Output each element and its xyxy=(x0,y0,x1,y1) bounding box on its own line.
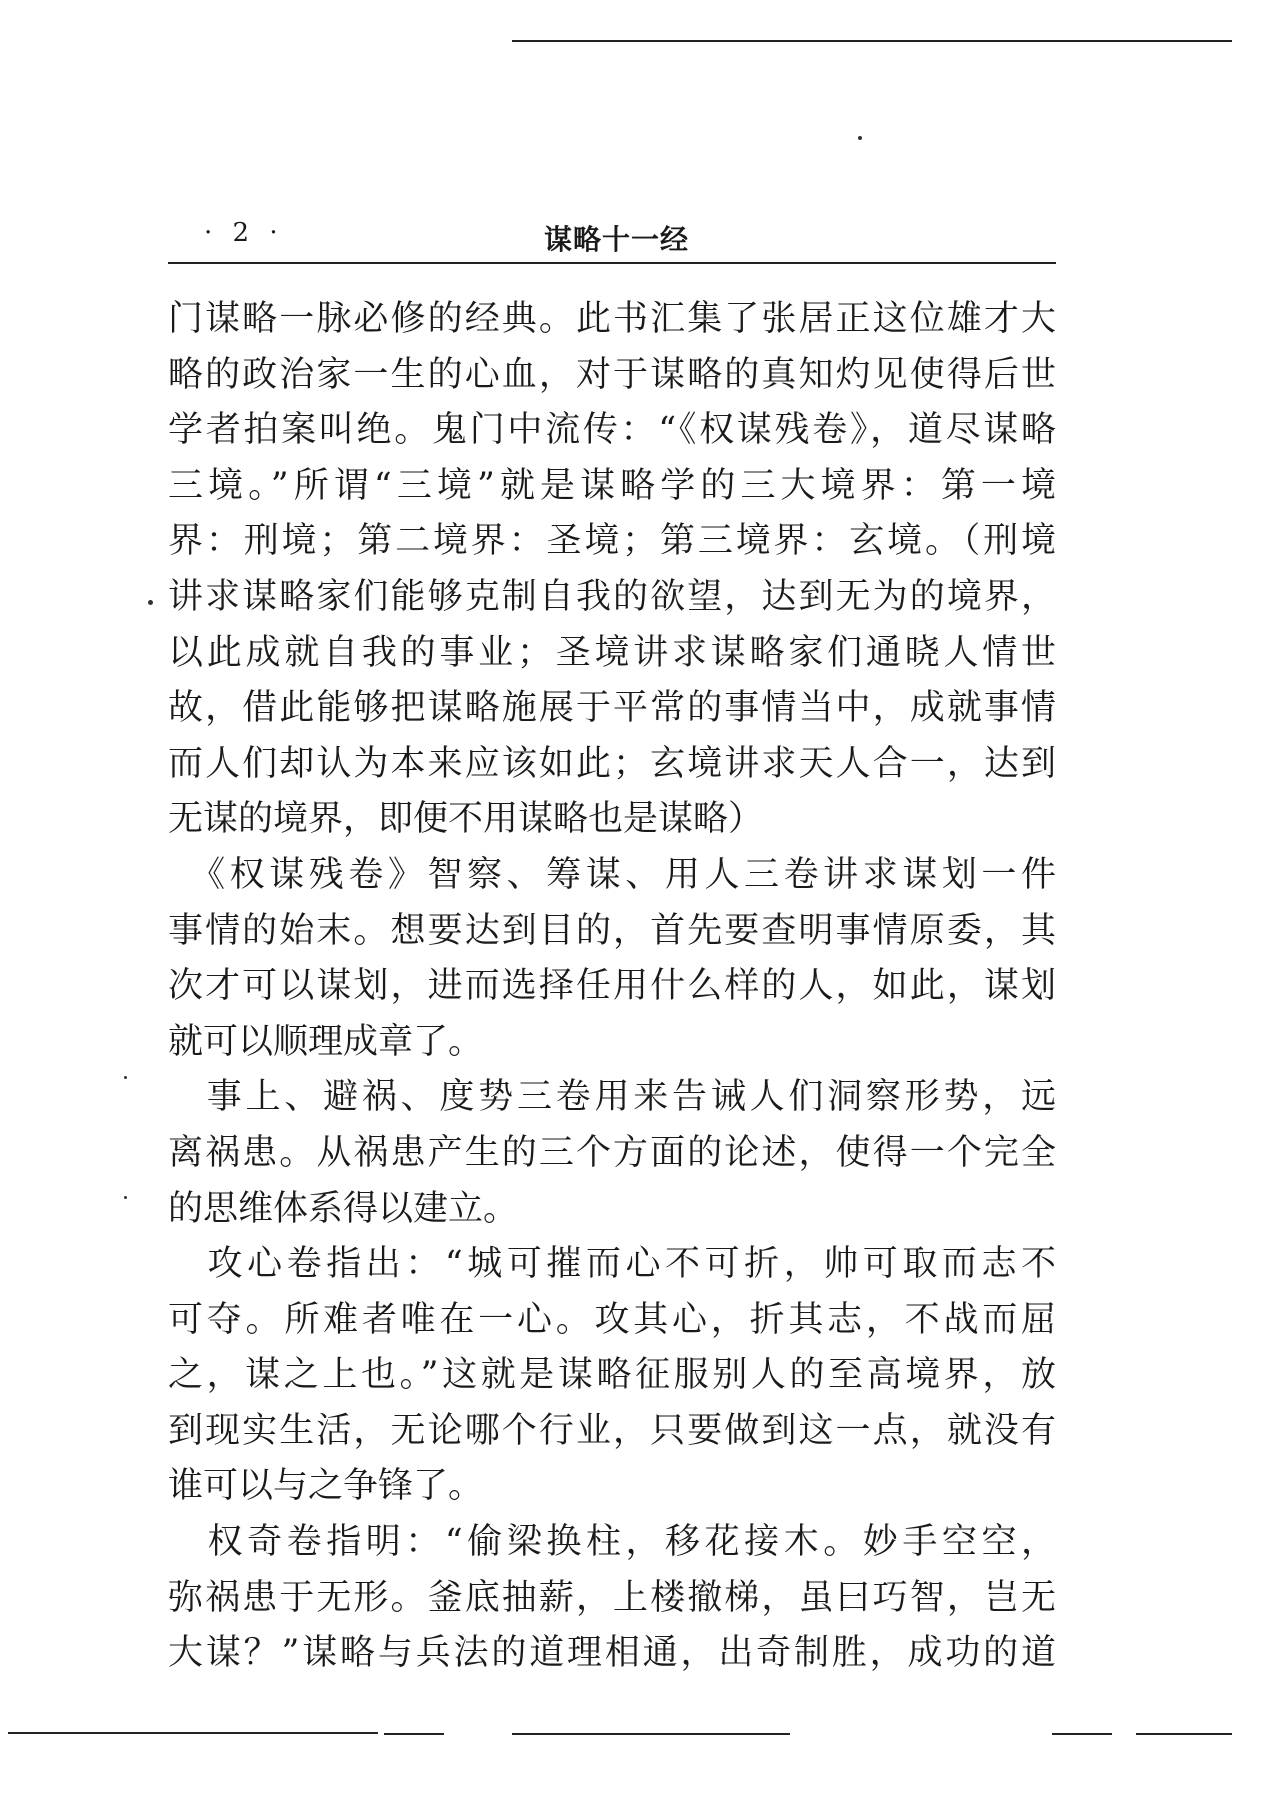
text-line: 无谋的境界，即便不用谋略也是谋略） xyxy=(168,799,764,840)
text-line: 学者拍案叫绝。鬼门中流传：“《权谋残卷》，道尽谋略 xyxy=(168,410,1056,451)
text-line: 事上、避祸、度势三卷用来告诫人们洞察形势，远 xyxy=(168,1077,1056,1118)
text-line: 谁可以与之争锋了。 xyxy=(168,1466,484,1507)
text-line: 权奇卷指明：“偷梁换柱，移花接木。妙手空空， xyxy=(168,1522,1056,1563)
text-line: 门谋略一脉必修的经典。此书汇集了张居正这位雄才大 xyxy=(168,299,1056,339)
text-line: 攻心卷指出：“城可摧而心不可折，帅可取而志不 xyxy=(168,1244,1056,1285)
text-line: 到现实生活，无论哪个行业，只要做到这一点，就没有 xyxy=(168,1410,1056,1451)
scan-bottom-rule xyxy=(384,1733,444,1735)
text-line: 界：刑境；第二境界：圣境；第三境界：玄境。（刑境 xyxy=(168,521,1056,562)
scan-top-rule xyxy=(512,40,1232,42)
scan-bottom-rule xyxy=(512,1733,790,1735)
text-line: 事情的始末。想要达到目的，首先要查明事情原委，其 xyxy=(168,910,1056,951)
text-line: 三境。”所谓“三境”就是谋略学的三大境界：第一境 xyxy=(168,465,1056,506)
text-line: 讲求谋略家们能够克制自我的欲望，达到无为的境界， xyxy=(168,576,1056,617)
scan-speck xyxy=(148,600,153,605)
page-header xyxy=(168,214,1056,264)
text-line: 略的政治家一生的心血，对于谋略的真知灼见使得后世 xyxy=(168,354,1056,395)
text-line: 可夺。所难者唯在一心。攻其心，折其志，不战而屈 xyxy=(168,1299,1056,1340)
scan-bottom-rule xyxy=(8,1732,378,1734)
text-line: 大谋？”谋略与兵法的道理相通，出奇制胜，成功的道 xyxy=(168,1633,1056,1674)
text-line: 《权谋残卷》智察、筹谋、用人三卷讲求谋划一件 xyxy=(168,854,1056,895)
text-line: 弥祸患于无形。釜底抽薪，上楼撤梯，虽曰巧智，岂无 xyxy=(168,1577,1056,1618)
header-rule xyxy=(168,262,1056,264)
body-text xyxy=(168,292,1056,1682)
text-line: 离祸患。从祸患产生的三个方面的论述，使得一个完全 xyxy=(168,1132,1056,1173)
text-line: 的思维体系得以建立。 xyxy=(168,1188,519,1229)
text-line: 故，借此能够把谋略施展于平常的事情当中，成就事情 xyxy=(168,688,1056,729)
text-line: 而人们却认为本来应该如此；玄境讲求天人合一，达到 xyxy=(168,743,1056,784)
page-number: · 2 · xyxy=(204,218,284,248)
scan-speck xyxy=(124,1076,127,1079)
scan-bottom-rule xyxy=(1136,1733,1232,1735)
text-line: 就可以顺理成章了。 xyxy=(168,1021,484,1062)
text-line: 以此成就自我的事业；圣境讲求谋略家们通晓人情世 xyxy=(168,632,1056,673)
scan-speck xyxy=(858,136,862,140)
scan-bottom-rule xyxy=(1052,1733,1112,1735)
scan-speck xyxy=(124,1196,127,1199)
text-line: 之，谋之上也。”这就是谋略征服别人的至高境界，放 xyxy=(168,1355,1056,1396)
running-title: 谋略十一经 xyxy=(544,223,690,256)
text-line: 次才可以谋划，进而选择任用什么样的人，如此，谋划 xyxy=(168,966,1056,1007)
